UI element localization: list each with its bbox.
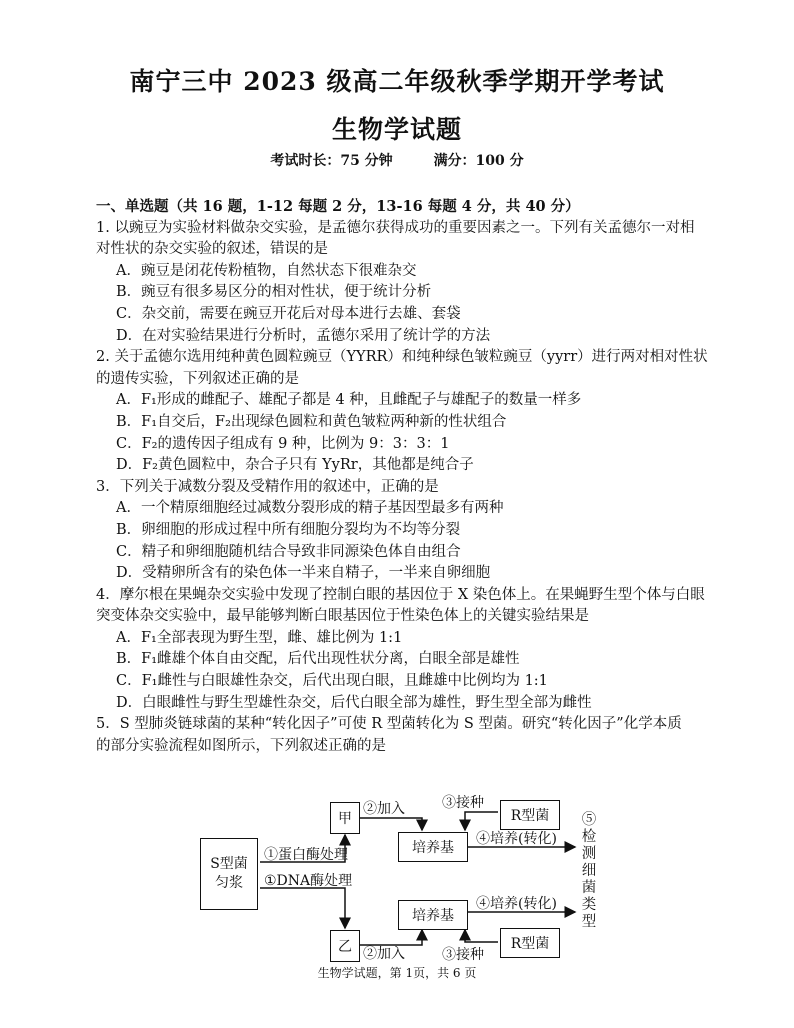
medium-box-top: 培养基: [398, 832, 468, 862]
answer-option: A．F₁全部表现为野生型，雌、雄比例为 1:1: [116, 629, 403, 646]
label-protease: ①蛋白酶处理: [264, 847, 348, 863]
question-line: 4．摩尔根在果蝇杂交实验中发现了控制白眼的基因位于 X 染色体上。在果蝇野生型个体与白眼: [96, 586, 705, 603]
label-culture-top: ④培养(转化): [476, 831, 557, 847]
answer-option: B．F₁自交后，F₂出现绿色圆粒和黄色皱粒两种新的性状组合: [116, 413, 507, 430]
section-heading: 一、单选题（共 16 题，1-12 每题 2 分，13-16 每题 4 分，共 40 分）: [96, 198, 580, 215]
answer-option: C．F₁雌性与白眼雄性杂交，后代出现白眼，且雌雄中比例均为 1:1: [116, 673, 548, 690]
answer-option: D．白眼雌性与野生型雄性杂交，后代白眼全部为雄性，野生型全部为雌性: [116, 694, 592, 711]
answer-option: A．一个精原细胞经过减数分裂形成的精子基因型最多有两种: [116, 500, 504, 517]
answer-option: A．豌豆是闭花传粉植物，自然状态下很难杂交: [116, 262, 417, 279]
label-add-top: ②加入: [363, 801, 405, 817]
medium-box-bottom: 培养基: [398, 900, 468, 930]
question-line: 1. 以豌豆为实验材料做杂交实验，是孟德尔获得成功的重要因素之一。下列有关孟德尔一对相: [96, 219, 695, 236]
label-inoculate-bottom: ③接种: [442, 947, 484, 963]
label-dnase: ①DNA酶处理: [264, 873, 353, 889]
s-homogenate-box: S型菌匀浆: [200, 838, 258, 910]
question-text: [96, 196, 721, 757]
jia-box: 甲: [330, 802, 360, 834]
question-line: 2. 关于孟德尔选用纯种黄色圆粒豌豆（YYRR）和纯种绿色皱粒豌豆（yyrr）进行两对相对性状: [96, 349, 708, 366]
exam-subtitle: 生物学试题: [331, 115, 462, 144]
question-line: 突变体杂交实验中，最早能够判断白眼基因位于性染色体上的关键实验结果是: [96, 608, 589, 625]
answer-option: D．F₂黄色圆粒中，杂合子只有 YyRr，其他都是纯合子: [116, 457, 474, 474]
label-detect: ⑤检测细菌类型: [581, 812, 597, 930]
answer-option: D．受精卵所含有的染色体一半来自精子，一半来自卵细胞: [116, 565, 491, 582]
answer-option: B．卵细胞的形成过程中所有细胞分裂均为不均等分裂: [116, 521, 461, 538]
yi-box: 乙: [330, 930, 360, 962]
answer-option: C．精子和卵细胞随机结合导致非同源染色体自由组合: [116, 543, 461, 560]
answer-option: C．F₂的遗传因子组成有 9 种，比例为 9：3：3：1: [116, 435, 450, 452]
exam-duration: 考试时长：75 分钟: [270, 153, 393, 169]
exam-full-score: 满分：100 分: [433, 153, 524, 169]
question-line: 3．下列关于减数分裂及受精作用的叙述中，正确的是: [96, 478, 439, 495]
r-strain-box-top: R型菌: [500, 800, 560, 830]
question-line: 5．S 型肺炎链球菌的某种“转化因子”可使 R 型菌转化为 S 型菌。研究“转化因子”化学本质: [96, 716, 682, 733]
r-strain-box-bottom: R型菌: [500, 928, 560, 958]
page-footer: 生物学试题，第 1页，共 6 页: [317, 966, 477, 980]
answer-option: A．F₁形成的雌配子、雄配子都是 4 种，且雌配子与雄配子的数量一样多: [116, 392, 582, 409]
label-inoculate-top: ③接种: [442, 795, 484, 811]
answer-option: B．F₁雌雄个体自由交配，后代出现性状分离，白眼全部是雄性: [116, 651, 520, 668]
exam-meta: [0, 150, 794, 170]
exam-title: 南宁三中 2023 级高二年级秋季学期开学考试: [129, 67, 665, 96]
answer-option: C．杂交前，需要在豌豆开花后对母本进行去雄、套袋: [116, 305, 461, 322]
question-line: 的遗传实验，下列叙述正确的是: [96, 370, 299, 387]
experiment-flow-diagram: [200, 790, 620, 965]
question-line: 对性状的杂交实验的叙述，错误的是: [96, 241, 328, 258]
question-line: 的部分实验流程如图所示，下列叙述正确的是: [96, 737, 386, 754]
label-add-bottom: ②加入: [363, 946, 405, 962]
label-culture-bottom: ④培养(转化): [476, 896, 557, 912]
answer-option: D．在对实验结果进行分析时，孟德尔采用了统计学的方法: [116, 327, 491, 344]
answer-option: B．豌豆有很多易区分的相对性状，便于统计分析: [116, 284, 432, 301]
